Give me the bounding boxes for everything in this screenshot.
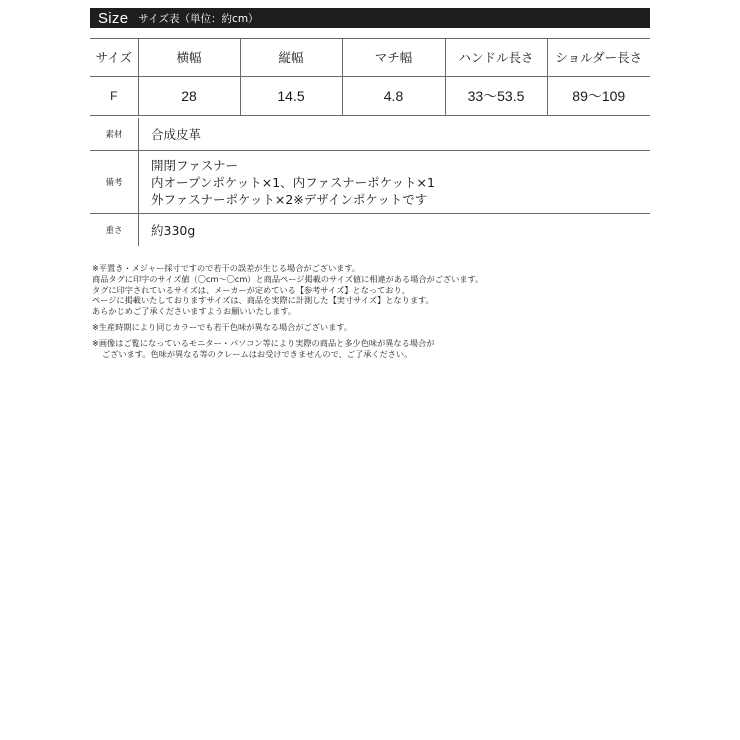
- disclaimer-line: ございます。色味が異なる等のクレームはお受けできませんので、ご了承ください。: [102, 348, 413, 359]
- notes-label: 備考: [90, 151, 139, 214]
- column-header-shoulder-length: ショルダー長さ: [547, 38, 650, 77]
- notes-line: 内オープンポケット×1、内ファスナーポケット×1: [151, 174, 435, 190]
- disclaimer-line: ※平置き・メジャー採寸ですので若干の誤差が生じる場合がございます。: [92, 263, 361, 273]
- disclaimer-line: 商品タグに印字のサイズ値（〇cm〜〇cm）と商品ページ掲載のサイズ値に相違がある場合がございます。: [92, 273, 484, 284]
- size-table-row: [90, 77, 650, 116]
- disclaimer-line: ※生産時期により同じカラーでも若干色味が異なる場合がございます。: [92, 321, 353, 332]
- details-table: [90, 118, 650, 246]
- disclaimer-line: ※画像はご覧になっているモニター・パソコン等により実際の商品と多少色味が異なる場合が: [92, 337, 435, 348]
- column-header-height: 縦幅: [240, 38, 342, 77]
- height-value: 14.5: [240, 77, 342, 116]
- weight-row: [90, 214, 650, 247]
- size-value: F: [110, 89, 118, 103]
- weight-value: 約330g: [139, 214, 651, 247]
- notes-line: 開閉ファスナー: [151, 157, 239, 173]
- size-column-header: サイズ: [90, 38, 138, 77]
- weight-label: 重さ: [90, 214, 139, 247]
- table-section-divider: [90, 115, 650, 116]
- size-chart-subtitle: サイズ表（単位：約cm）: [138, 12, 259, 25]
- material-value: 合成皮革: [151, 126, 202, 142]
- disclaimer-line: あらかじめご了承くださいますようお願いいたします。: [92, 306, 297, 317]
- column-header-handle-length: ハンドル長さ: [445, 38, 547, 77]
- disclaimer-line: タグに印字されているサイズは、メーカーが定めている【参考サイズ】となっており、: [92, 284, 410, 295]
- size-table-header-row: [90, 38, 650, 77]
- material-label: 素材: [90, 118, 139, 151]
- column-header-width: 横幅: [138, 38, 240, 77]
- size-heading: Size: [98, 9, 129, 27]
- column-header-gusset: マチ幅: [342, 38, 445, 77]
- notes-row: [90, 151, 650, 214]
- shoulder-length-value: 89〜109: [547, 77, 650, 116]
- disclaimer-notes: [92, 263, 692, 359]
- width-value: 28: [138, 77, 240, 116]
- disclaimer-line: ページに掲載いたしておりますサイズは、商品を実際に計測した【実寸サイズ】となります。: [92, 295, 434, 306]
- size-table: [90, 38, 650, 115]
- notes-line: 外ファスナーポケット×2※デザインポケットです: [151, 191, 428, 207]
- gusset-value: 4.8: [342, 77, 445, 116]
- notes-value: [139, 151, 651, 214]
- handle-length-value: 33〜53.5: [445, 77, 547, 116]
- material-row: [90, 118, 650, 151]
- size-chart-header: [90, 8, 650, 28]
